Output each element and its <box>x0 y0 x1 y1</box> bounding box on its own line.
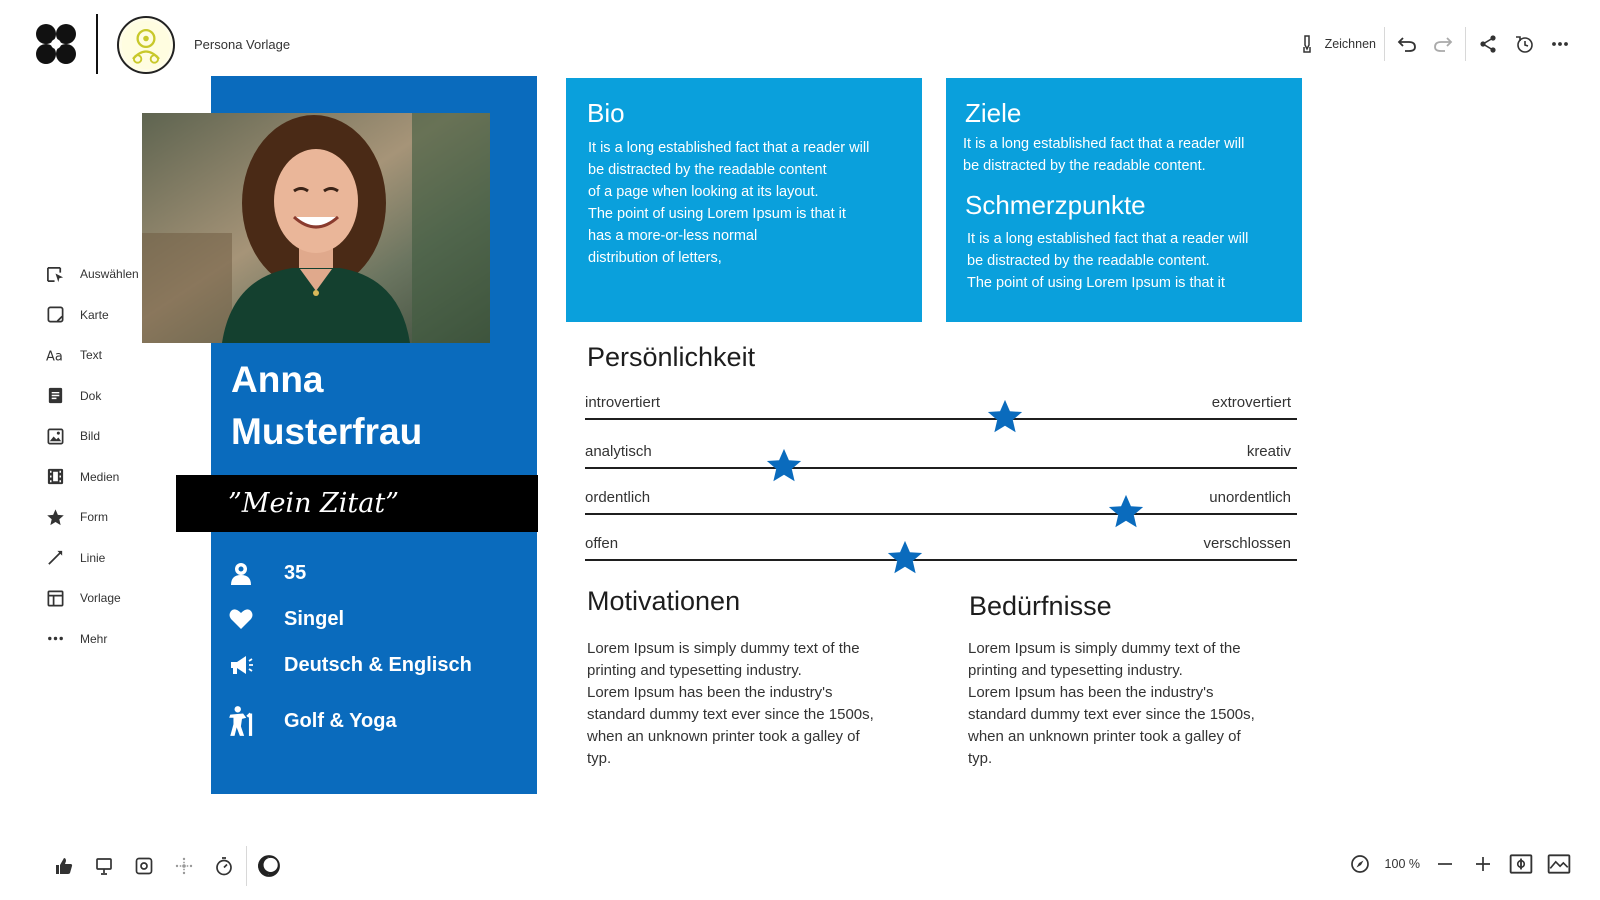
scale-left-label: introvertiert <box>585 394 661 411</box>
tool-document[interactable] <box>44 376 154 417</box>
board-title[interactable]: Persona Vorlage <box>194 37 291 52</box>
like-button[interactable] <box>44 848 84 884</box>
image-icon <box>44 425 66 447</box>
fact-languages[interactable] <box>228 642 528 688</box>
tool-label: Text <box>80 348 103 363</box>
navigator-button[interactable] <box>1341 846 1379 882</box>
goals-title: Ziele <box>965 98 1022 128</box>
presentation-icon <box>94 856 114 876</box>
pain-points-text: It is a long established fact that a reader will be distracted by the readable content. The point of using Lorem Ipsum is that it <box>967 231 1249 291</box>
persona-photo[interactable] <box>142 113 490 343</box>
fact-text: 35 <box>284 561 307 584</box>
personality-scale[interactable] <box>585 392 1297 432</box>
theme-toggle-button[interactable] <box>249 848 289 884</box>
scale-star-icon[interactable] <box>765 447 803 485</box>
fact-text: Deutsch & Englisch <box>284 653 472 676</box>
left-toolbar <box>44 254 154 659</box>
scale-right-label: unordentlich <box>1209 489 1291 506</box>
scale-right-label: verschlossen <box>1203 535 1291 552</box>
focus-button[interactable] <box>124 848 164 884</box>
persona-quote[interactable] <box>176 475 538 532</box>
tool-card[interactable] <box>44 295 154 336</box>
undo-icon <box>1397 34 1417 54</box>
tool-label: Mehr <box>80 631 108 646</box>
focus-icon <box>134 856 154 876</box>
persona-first-name: Anna <box>231 359 324 400</box>
portrait-image <box>142 113 490 343</box>
star-shape-icon <box>44 506 66 528</box>
sport-icon <box>228 705 268 737</box>
draw-label: Zeichnen <box>1324 37 1376 51</box>
tool-template[interactable] <box>44 578 154 619</box>
scale-left-label: offen <box>585 535 619 552</box>
toolbar-divider <box>246 846 247 886</box>
svg-text:Aa: Aa <box>45 349 63 365</box>
persona-last-name: Musterfrau <box>231 411 423 452</box>
tool-text[interactable] <box>44 335 154 376</box>
timer-button[interactable] <box>204 848 244 884</box>
goals-card[interactable] <box>946 78 1302 322</box>
motivations-text[interactable]: Lorem Ipsum is simply dummy text of the printing and typesetting industry. Lorem Ipsum has been the industry's standard dummy text ever since the 1500s, when an unknown printer took a galley of typ. <box>587 640 874 767</box>
fit-screen-icon <box>1509 853 1533 875</box>
scale-track <box>585 513 1297 515</box>
thumbs-up-icon <box>54 856 74 876</box>
toolbar-divider <box>1384 27 1385 61</box>
move-icon <box>174 856 194 876</box>
minimap-button[interactable] <box>1540 846 1578 882</box>
move-button[interactable] <box>164 848 204 884</box>
more-menu-button[interactable] <box>1542 26 1578 62</box>
undo-button[interactable] <box>1389 26 1425 62</box>
persona-name[interactable] <box>231 354 521 458</box>
scale-star-icon[interactable] <box>1107 493 1145 531</box>
bottom-right-toolbar <box>1341 846 1578 882</box>
fit-screen-button[interactable] <box>1502 846 1540 882</box>
fact-age[interactable] <box>228 550 528 596</box>
personality-scale[interactable] <box>585 441 1297 481</box>
line-icon <box>44 547 66 569</box>
tool-select[interactable] <box>44 254 154 295</box>
scale-right-label: kreativ <box>1246 443 1291 460</box>
goals-text: It is a long established fact that a reader will be distracted by the readable content. <box>963 136 1245 174</box>
scale-right-label: extrovertiert <box>1211 394 1291 411</box>
board-avatar[interactable] <box>117 16 175 74</box>
bio-card[interactable] <box>566 78 922 322</box>
redo-button[interactable] <box>1425 26 1461 62</box>
document-icon <box>44 385 66 407</box>
personality-scale[interactable] <box>585 533 1297 573</box>
persona-facts <box>228 550 528 744</box>
person-icon <box>228 560 268 586</box>
fact-text: Golf & Yoga <box>284 709 397 732</box>
clover-logo-icon <box>34 22 78 66</box>
tool-image[interactable] <box>44 416 154 457</box>
fact-status[interactable] <box>228 596 528 642</box>
needs-text[interactable]: Lorem Ipsum is simply dummy text of the printing and typesetting industry. Lorem Ipsum has been the industry's standard dummy text ever since the 1500s, when an unknown printer took a galley of typ. <box>968 640 1255 767</box>
tool-label: Auswählen <box>80 267 139 282</box>
fact-hobbies[interactable] <box>228 698 528 744</box>
share-icon <box>1478 34 1498 54</box>
share-button[interactable] <box>1470 26 1506 62</box>
draw-button[interactable] <box>1293 26 1380 62</box>
quote-text: ”Mein Zitat” <box>228 488 400 519</box>
scale-star-icon[interactable] <box>986 398 1024 436</box>
megaphone-icon <box>228 652 268 678</box>
zoom-in-button[interactable] <box>1464 846 1502 882</box>
more-icon <box>1550 34 1570 54</box>
template-icon <box>44 587 66 609</box>
contrast-icon <box>257 854 281 878</box>
tool-line[interactable] <box>44 538 154 579</box>
scale-track <box>585 559 1297 561</box>
zoom-level[interactable]: 100 % <box>1384 857 1420 871</box>
app-logo[interactable] <box>34 22 78 66</box>
tool-label: Vorlage <box>80 591 121 606</box>
media-icon <box>44 466 66 488</box>
tool-label: Form <box>80 510 108 525</box>
stopwatch-icon <box>214 856 234 876</box>
select-icon <box>44 263 66 285</box>
tool-shape[interactable] <box>44 497 154 538</box>
plus-icon <box>1473 854 1493 874</box>
more-icon <box>44 628 66 650</box>
needs-title[interactable]: Bedürfnisse <box>969 591 1112 621</box>
logo-divider <box>96 14 98 74</box>
heart-icon <box>228 606 268 632</box>
personality-title[interactable]: Persönlichkeit <box>587 342 756 372</box>
text-icon <box>44 344 66 366</box>
tool-label: Bild <box>80 429 101 444</box>
fact-text: Singel <box>284 607 345 630</box>
toolbar-divider <box>1465 27 1466 61</box>
bio-title: Bio <box>587 98 625 128</box>
tool-media[interactable] <box>44 457 154 498</box>
bottom-left-toolbar <box>44 846 289 886</box>
scale-left-label: analytisch <box>585 443 652 460</box>
scale-track <box>585 418 1297 420</box>
minus-icon <box>1435 854 1455 874</box>
map-icon <box>1547 853 1571 875</box>
avatar-figure-icon <box>119 18 173 72</box>
tool-label: Medien <box>80 469 120 484</box>
scale-track <box>585 467 1297 469</box>
zoom-out-button[interactable] <box>1426 846 1464 882</box>
present-button[interactable] <box>84 848 124 884</box>
timer-icon <box>1514 34 1534 54</box>
scale-left-label: ordentlich <box>585 489 651 506</box>
history-button[interactable] <box>1506 26 1542 62</box>
tool-label: Linie <box>80 550 106 565</box>
tool-label: Karte <box>80 307 109 322</box>
scale-star-icon[interactable] <box>886 539 924 577</box>
tool-label: Dok <box>80 388 102 403</box>
top-toolbar <box>1293 26 1578 62</box>
pen-icon <box>1297 34 1317 54</box>
bio-text: It is a long established fact that a reader will be distracted by the readable content of a page when looking at its layout. The point of using Lorem Ipsum is that it has a more-or-less normal distribution of letters, <box>588 140 870 266</box>
personality-scale[interactable] <box>585 487 1297 527</box>
motivations-title[interactable]: Motivationen <box>587 586 741 616</box>
card-icon <box>44 304 66 326</box>
pain-points-title: Schmerzpunkte <box>965 190 1146 220</box>
tool-more[interactable] <box>44 619 154 660</box>
redo-icon <box>1433 34 1453 54</box>
compass-icon <box>1350 854 1370 874</box>
